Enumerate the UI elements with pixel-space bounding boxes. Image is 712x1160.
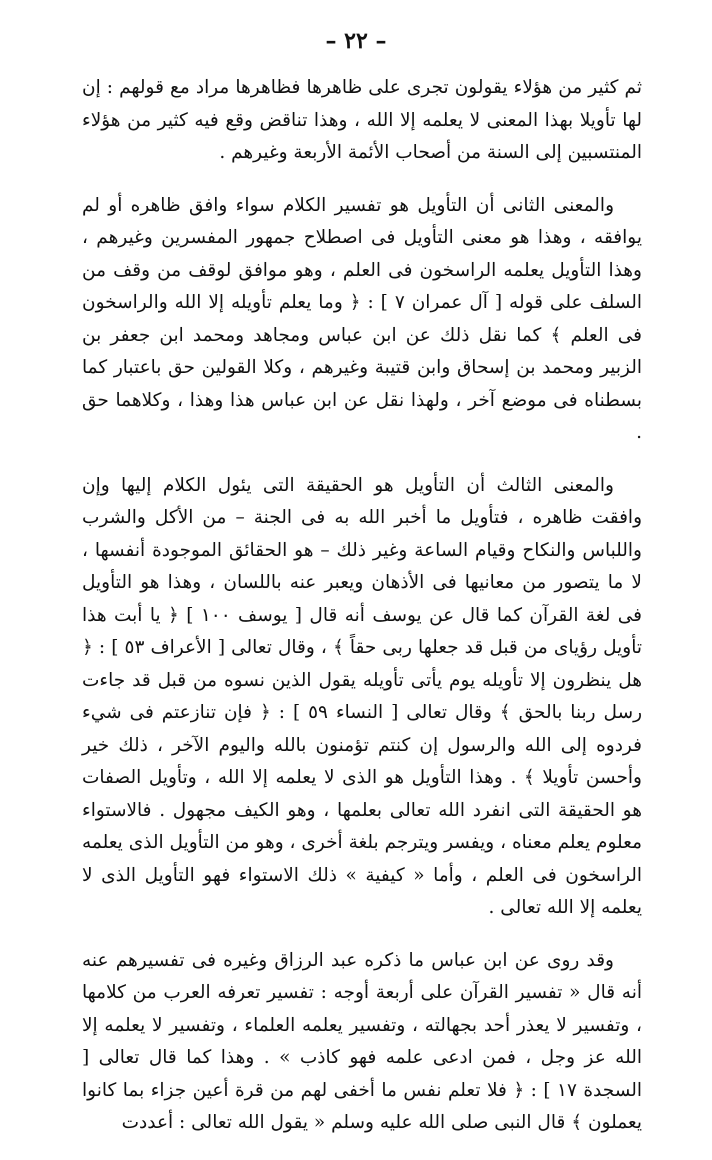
paragraph-3: والمعنى الثالث أن التأويل هو الحقيقة التى يئول الكلام إليها وإن وافقت ظاهره ، فتأويل ما أخبر الله به فى الجنة – من الأكل والشرب واللباس والنكاح وقيام الساعة وغير ذلك – هو الحقائق الموجودة أنفسها ، لا ما يتصور من معانيها فى الأذهان ويعبر عنه باللسان ، وهذا هو التأويل فى لغة القرآن كما قال عن يوسف أنه قال [ يوسف ١٠٠ ] ﴿ يا أبت هذا تأويل رؤياى من قبل قد جعلها ربى حقاً ﴾ ، وقال تعالى [ الأعراف ٥٣ ] : ﴿ هل ينظرون إلا تأويله يوم يأتى تأويله يقول الذين نسوه من قبل قد جاءت رسل ربنا بالحق ﴾ وقال تعالى [ النساء ٥٩ ] : ﴿ فإن تنازعتم فى شيء فردوه إلى الله والرسول إن كنتم تؤمنون بالله واليوم الآخر ، ذلك خير وأحسن تأويلا ﴾ . وهذا التأويل هو الذى لا يعلمه إلا الله ، وتأويل الصفات هو الحقيقة التى انفرد الله تعالى بعلمها ، وهو الكيف مجهول . فالاستواء معلوم يعلم معناه ، ويفسر ويترجم بلغة أخرى ، وهو من التأويل الذى يعلمه الراسخون فى العلم ، وأما « كيفية » ذلك الاستواء فهو التأويل الذى لا يعلمه إلا الله تعالى . xyxy=(82,474,643,918)
paragraph-4: وقد روى عن ابن عباس ما ذكره عبد الرزاق وغيره فى تفسيرهم عنه أنه قال « تفسير القرآن على أربعة أوجه : تفسير تعرفه العرب من كلامها ، وتفسير لا يعذر أحد بجهالته ، وتفسير يعلمه العلماء ، وتفسير لا يعلمه إلا الله عز وجل ، فمن ادعى علمه فهو كاذب » . وهذا كما قال تعالى [ السجدة ١٧ ] : ﴿ فلا تعلم نفس ما أخفى لهم من قرة أعين جزاء بما كانوا يعملون ﴾ قال النبى صلى الله عليه وسلم « يقول الله تعالى : أعددت xyxy=(82,949,642,1133)
body-text xyxy=(82,72,642,1160)
page-number: – ٢٢ – xyxy=(325,28,387,54)
paragraph-2: والمعنى الثانى أن التأويل هو تفسير الكلام سواء وافق ظاهره أو لم يوافقه ، وهذا هو معنى التأويل فى اصطلاح جمهور المفسرين وغيرهم ، وهذا التأويل يعلمه الراسخون فى العلم ، وهو موافق لوقف من وقف من السلف على قوله [ آل عمران ٧ ] : ﴿ وما يعلم تأويله إلا الله والراسخون فى العلم ﴾ كما نقل ذلك عن ابن عباس ومجاهد ومحمد ابن جعفر بن الزبير ومحمد بن إسحاق وابن قتيبة وغيرهم ، وكلا القولين حق باعتبار كما بسطناه فى موضع آخر ، ولهذا نقل عن ابن عباس هذا وهذا ، وكلاهما حق . xyxy=(82,194,642,443)
paragraph-1: ثم كثير من هؤلاء يقولون تجرى على ظاهرها فظاهرها مراد مع قولهم : إن لها تأويلا بهذا المعنى لا يعلمه إلا الله ، وهذا تناقض وقع فيه كثير من هؤلاء المنتسبين إلى السنة من أصحاب الأئمة الأربعة وغيرهم . xyxy=(82,77,642,163)
